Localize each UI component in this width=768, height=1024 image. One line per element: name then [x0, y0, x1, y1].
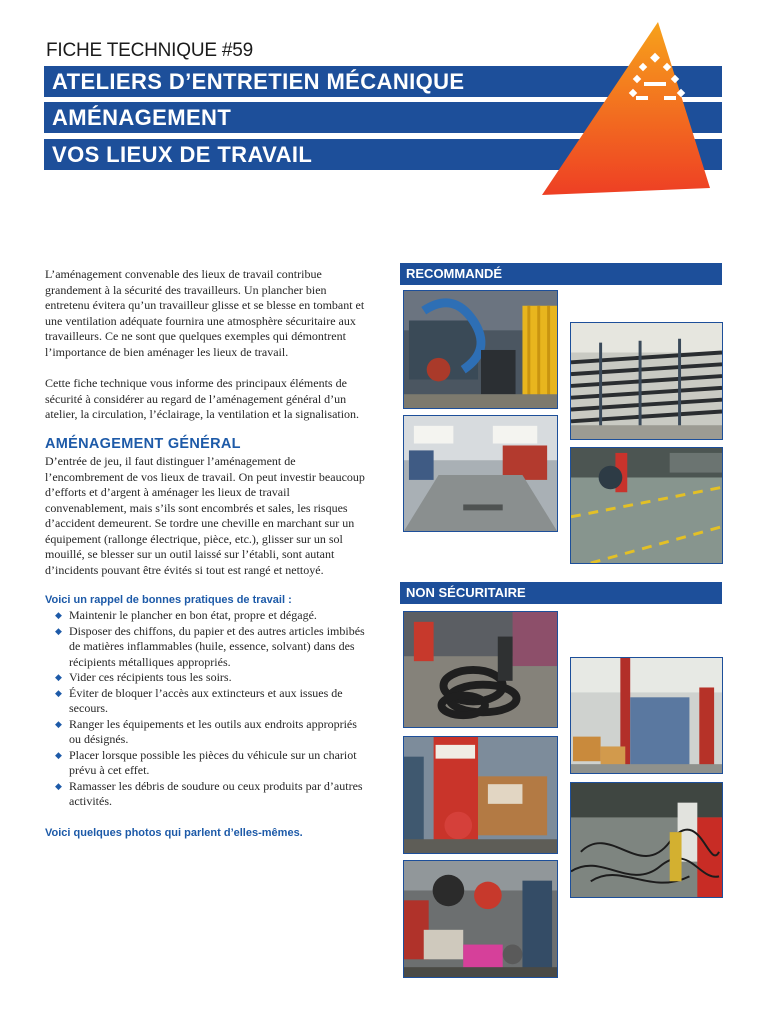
photos-caption: Voici quelques photos qui parlent d’elles-mêmes.: [45, 827, 303, 839]
list-item: ◆ Disposer des chiffons, du papier et des autres articles imbibés de matières inflammables (huile, essence, solvant) dans des récipients métalliques appropriés.: [55, 623, 365, 669]
list-item: ◆ Ranger les équipements et les outils aux endroits appropriés ou désignés.: [55, 716, 357, 746]
diamond-bullet-icon: ◆: [55, 749, 62, 760]
practices-list: [55, 608, 367, 810]
intro-paragraph-2: Cette fiche technique vous informe des principaux éléments de sécurité à considérer au regard de l’aménagement général d’un atelier, la circulation, l’éclairage, la ventilation et la signalisation.: [45, 376, 360, 421]
title-line-1: ATELIERS D’ENTRETIEN MÉCANIQUE: [44, 66, 722, 97]
photo-cluttered-shop: [403, 860, 558, 978]
triangle-logo-icon: [540, 20, 710, 198]
diamond-bullet-icon: ◆: [55, 672, 62, 682]
diamond-bullet-icon: ◆: [55, 610, 62, 620]
photo-clean-workshop: [403, 415, 558, 532]
recommended-header: RECOMMANDÉ: [400, 263, 722, 285]
section-heading-general: AMÉNAGEMENT GÉNÉRAL: [45, 436, 241, 452]
document-kicker: FICHE TECHNIQUE #59: [46, 40, 254, 61]
diamond-bullet-icon: ◆: [55, 718, 62, 729]
diamond-bullet-icon: ◆: [55, 687, 62, 698]
photo-welding-station: [403, 290, 558, 409]
diamond-bullet-icon: ◆: [55, 625, 62, 636]
title-line-3: VOS LIEUX DE TRAVAIL: [44, 139, 722, 170]
photo-tangled-cables: [570, 782, 723, 898]
unsafe-header: NON SÉCURITAIRE: [400, 582, 722, 604]
photo-pipe-rack: [570, 322, 723, 440]
list-item: ◆ Éviter de bloquer l’accès aux extincteurs et aux issues de secours.: [55, 685, 343, 715]
list-item: ◆ Ramasser les débris de soudure ou ceux produits par d’autres activités.: [55, 778, 363, 808]
photo-blocked-extinguisher: [403, 736, 558, 854]
list-item: ◆ Placer lorsque possible les pièces du véhicule sur un chariot prévu à cet effet.: [55, 747, 357, 777]
photo-cluttered-bench: [570, 657, 723, 774]
list-item: ◆ Maintenir le plancher en bon état, propre et dégagé.: [55, 608, 317, 622]
diamond-bullet-icon: ◆: [55, 780, 62, 791]
general-paragraph: D’entrée de jeu, il faut distinguer l’aménagement de l’encombrement de vos lieux de travail. On peut investir beaucoup d’efforts et d’argent à aménager les lieux de travail convenablement, mais s’ils sont encombrés et sales, les risques d’accident demeurent. Se tordre une cheville en marchant sur un équipement (rallonge électrique, pièce, etc.), glisser sur un sol mouillé, se blesser sur un outil laissé sur l’établi, sont autant d’incidents pouvant être évités si tout est rangé et nettoyé.: [45, 454, 365, 577]
intro-paragraph-1: L’aménagement convenable des lieux de travail contribue grandement à la sécurité des travailleurs. Un plancher bien entretenu évitera qu’un travailleur glisse et se blesse en tombant et une ventilation adéquate fournira une atmosphère sécuritaire aux travailleurs. Ce ne sont que quelques exemples qui démontrent l’importance de bien aménager les lieux de travail.: [45, 267, 365, 359]
title-line-2: AMÉNAGEMENT: [44, 102, 722, 133]
photo-hoses-on-floor: [403, 611, 558, 728]
practices-lead: Voici un rappel de bonnes pratiques de travail :: [45, 594, 292, 606]
list-item: ◆ Vider ces récipients tous les soirs.: [55, 670, 232, 684]
photo-marked-floor: [570, 447, 723, 564]
